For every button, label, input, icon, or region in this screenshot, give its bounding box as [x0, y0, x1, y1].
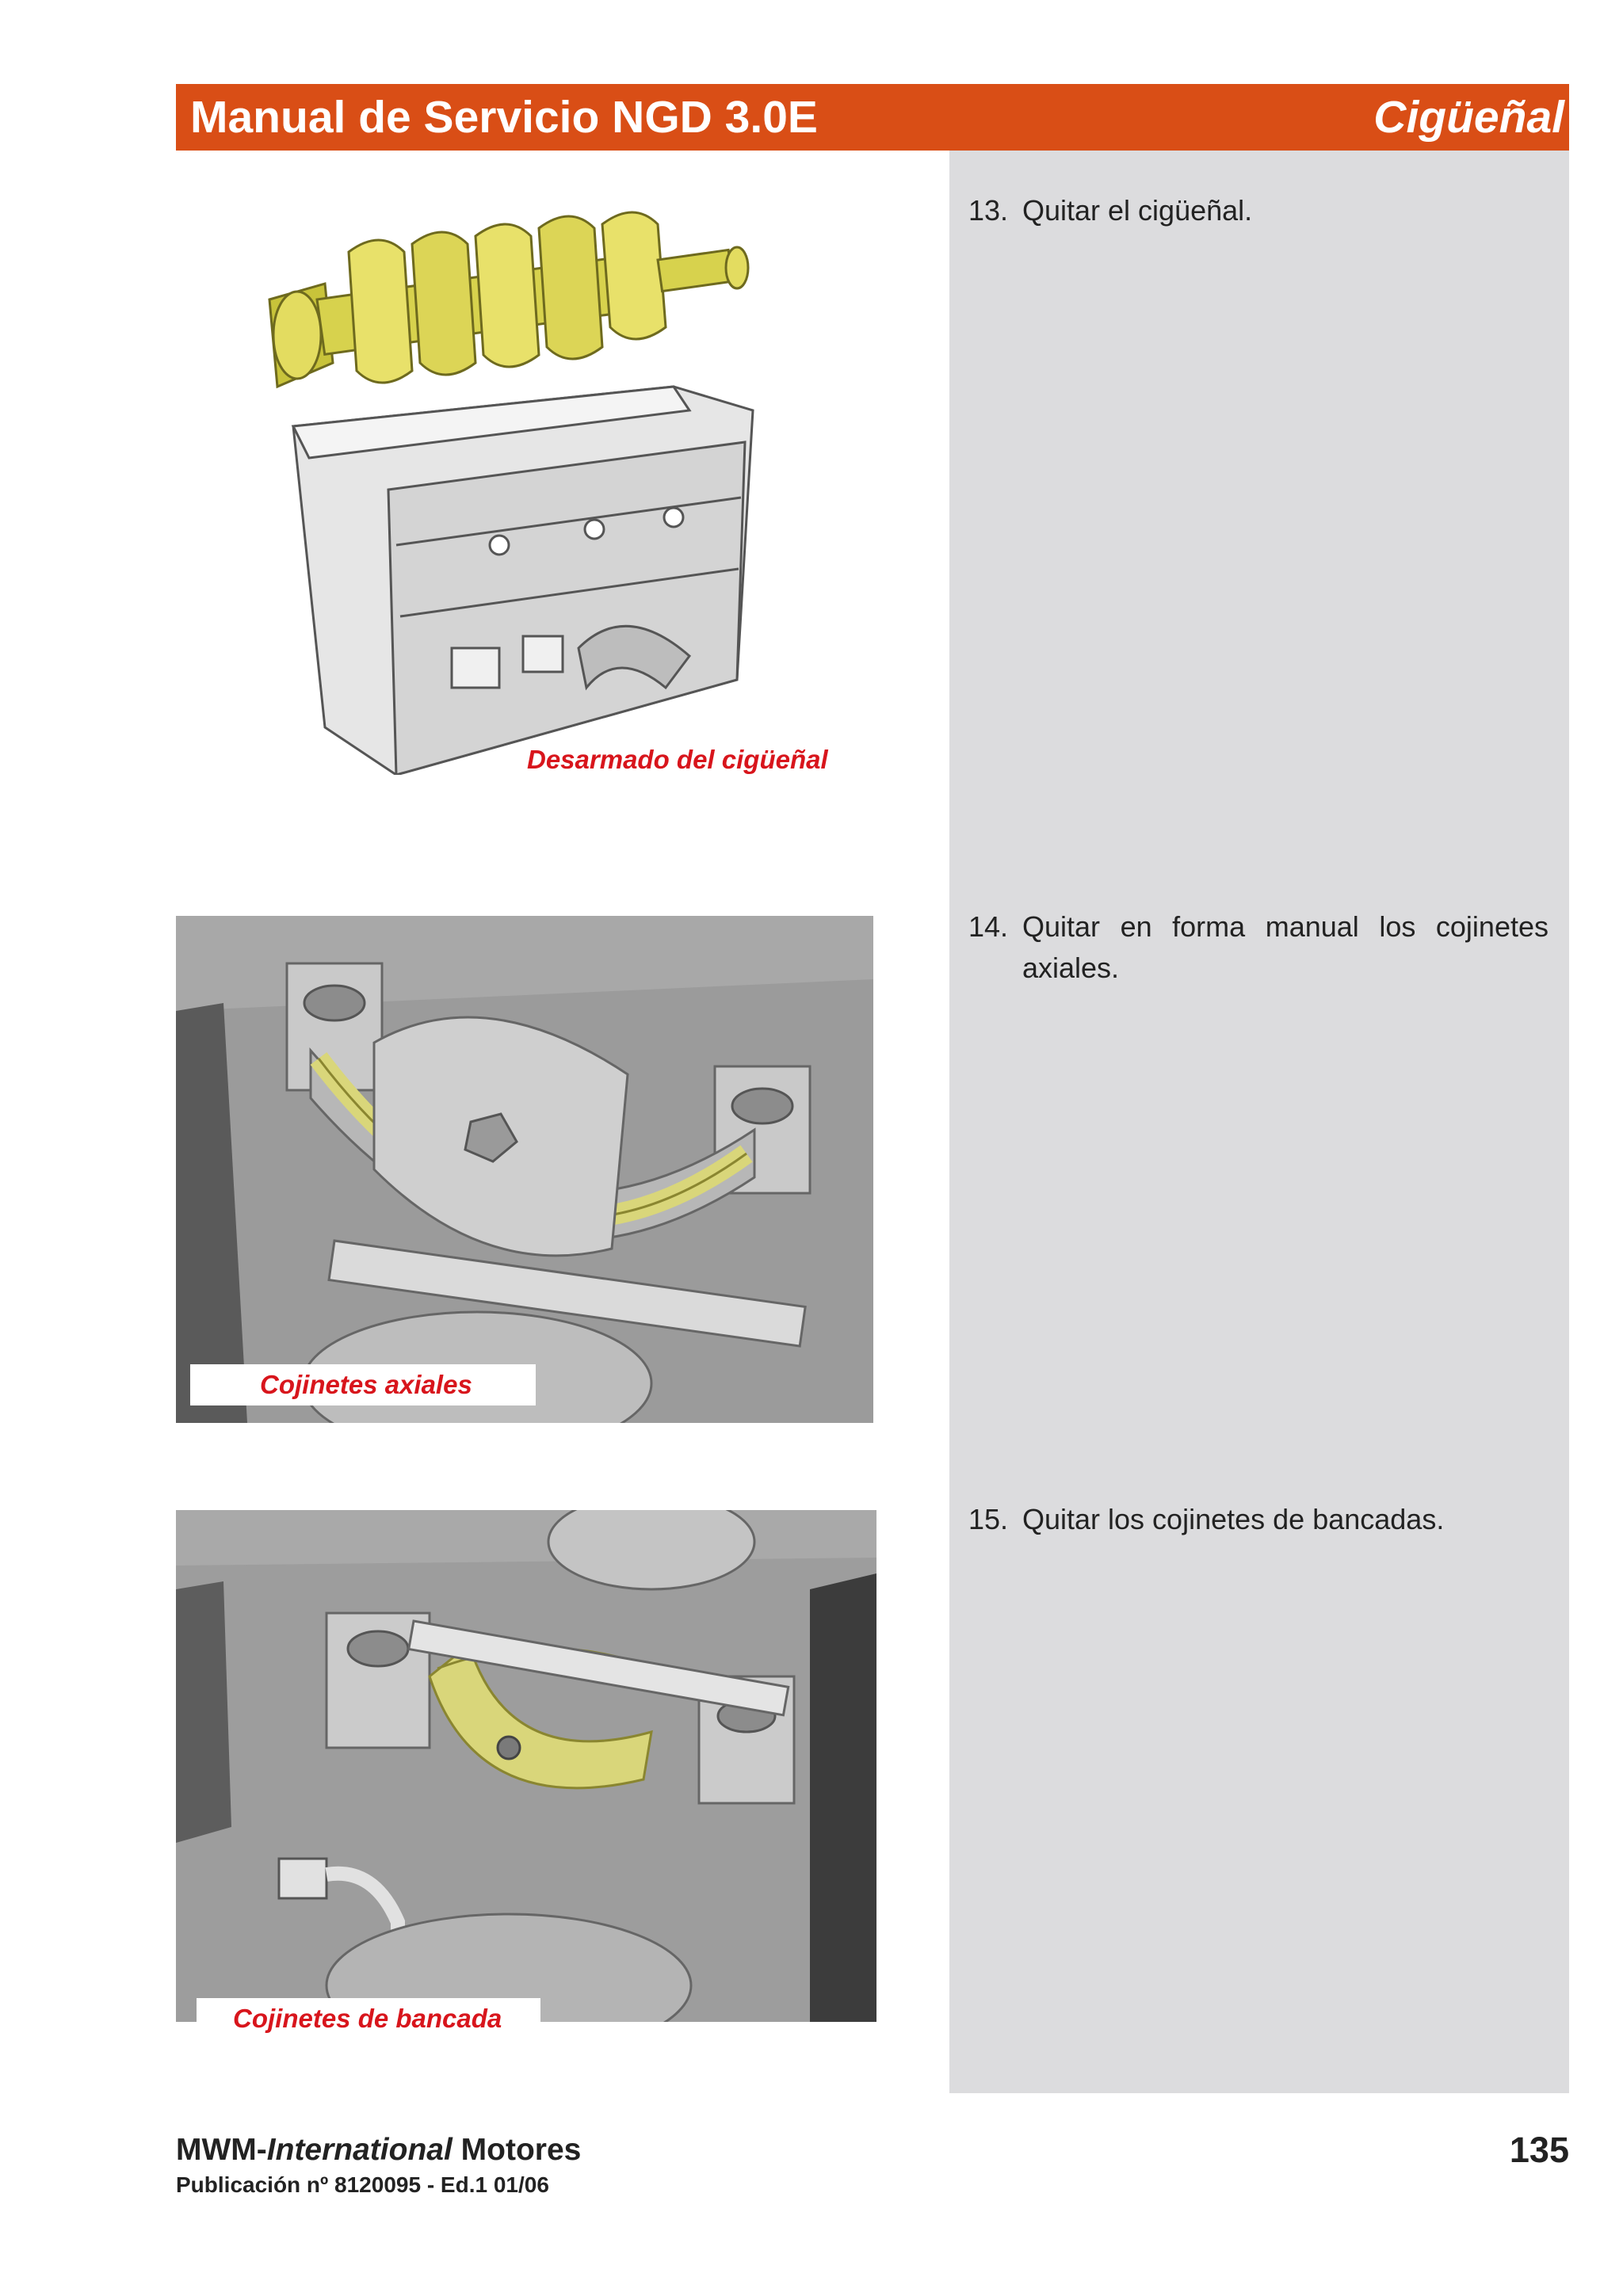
axial-bearings-drawing — [176, 916, 873, 1423]
publication-number: Publicación nº 8120095 - Ed.1 01/06 — [176, 2172, 549, 2197]
figure-caption-main: Cojinetes de bancada — [197, 1998, 540, 2039]
crankshaft — [269, 212, 748, 387]
header-bar — [176, 84, 1569, 151]
manual-title: Manual de Servicio NGD 3.0E — [190, 92, 818, 143]
main-bearings-photo — [176, 1510, 876, 2022]
step-number: 15. — [968, 1503, 1009, 1535]
brand-suffix: Motores — [452, 2133, 582, 2167]
brand-prefix: MWM- — [176, 2133, 267, 2167]
step-14 — [968, 906, 1549, 989]
instruction-column — [949, 151, 1569, 2093]
engine-block — [293, 387, 753, 775]
step-text: Quitar en forma manual los cojinetes axiales. — [1022, 910, 1549, 984]
step-text: Quitar los cojinetes de bancadas. — [1022, 1503, 1445, 1535]
crankshaft-illustration — [262, 204, 800, 775]
step-13 — [968, 190, 1549, 231]
section-title: Cigüeñal — [1373, 92, 1564, 143]
crankshaft-drawing — [262, 204, 800, 775]
step-number: 13. — [968, 194, 1009, 227]
step-15 — [968, 1499, 1549, 1540]
page-number: 135 — [1509, 2130, 1569, 2170]
figure-caption-axial: Cojinetes axiales — [190, 1364, 536, 1405]
footer-brand — [176, 2133, 581, 2168]
step-number: 14. — [968, 910, 1009, 943]
brand-italic: International — [266, 2133, 453, 2167]
axial-bearings-photo — [176, 916, 873, 1423]
main-bearings-drawing — [176, 1510, 876, 2022]
step-text: Quitar el cigüeñal. — [1022, 194, 1253, 227]
figure-caption-crankshaft: Desarmado del cigüeñal — [527, 745, 828, 774]
